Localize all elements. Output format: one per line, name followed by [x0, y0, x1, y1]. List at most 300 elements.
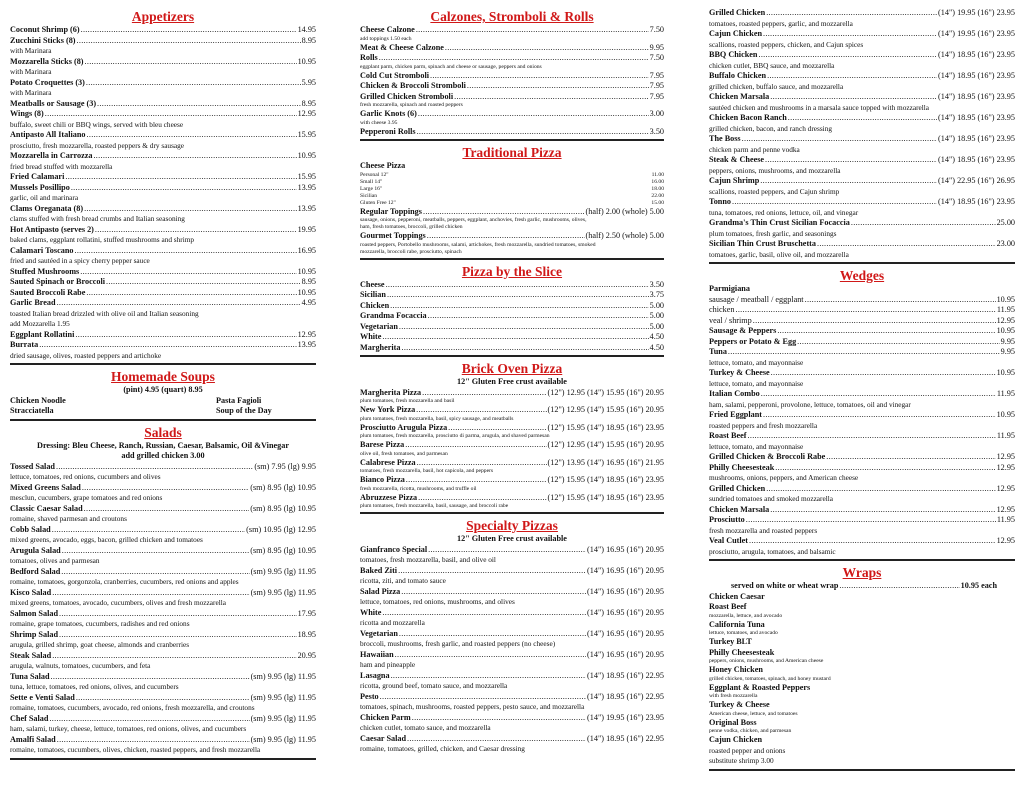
item-description: lettuce, tomato, and mayonnaise: [709, 378, 804, 388]
item-description: mixed greens, avocado, eggs, bacon, grilled chicken and tomatoes: [10, 535, 203, 544]
menu-item: [10, 130, 316, 141]
section-title: [360, 360, 664, 377]
dot-leader: [851, 218, 996, 229]
item-price: 13.95: [297, 203, 316, 213]
menu-item: [10, 267, 316, 278]
menu-item: [360, 81, 664, 92]
menu-item: [709, 113, 1015, 124]
menu-item: [10, 588, 316, 599]
dot-leader: [71, 183, 297, 194]
section-divider: [360, 355, 664, 357]
item-name: Turkey BLT: [709, 637, 752, 646]
item-name: Chef Salad: [10, 713, 49, 723]
item-price: 5.95: [301, 77, 316, 87]
menu-item: [360, 311, 664, 322]
section-note: Dressing: Bleu Cheese, Ranch, Russian, Caesar, Balsamic, Oil &Vinegar: [37, 440, 289, 450]
item-name: Zucchini Sticks (8): [10, 35, 76, 45]
item-price: 5.00: [649, 321, 664, 331]
item-name: Philly Cheesesteak: [709, 462, 775, 472]
section-title: [709, 564, 1015, 581]
dot-leader: [417, 458, 547, 469]
menu-item: [709, 484, 1015, 495]
menu-item: [709, 463, 1015, 474]
section-title-text: Homemade Soups: [111, 369, 215, 384]
menu-item: [10, 546, 316, 557]
menu-item: [360, 25, 664, 36]
dot-leader: [86, 78, 301, 89]
item-description: tuna, tomatoes, red onions, lettuce, oil, and vinegar: [709, 207, 859, 217]
dot-leader: [52, 525, 245, 536]
dot-leader: [382, 608, 586, 619]
item-name: Turkey & Cheese: [709, 368, 770, 377]
item-price: (12") 12.95 (14") 15.95 (16") 20.95: [547, 440, 664, 449]
item-name: Coconut Shrimp (6): [10, 25, 80, 34]
menu-item: [360, 43, 664, 54]
item-name: Grandma Focaccia: [360, 311, 427, 320]
item-name: Caesar Salad: [360, 733, 407, 743]
item-price: 10.95: [996, 326, 1015, 335]
section-title-text: Salads: [144, 424, 182, 440]
dot-leader: [746, 515, 996, 526]
item-price: (14") 19.95 (16") 23.95: [938, 8, 1015, 17]
item-price: 4.95: [301, 298, 316, 307]
dot-leader: [826, 452, 995, 463]
dot-leader: [767, 71, 937, 82]
dot-leader: [416, 25, 649, 36]
dot-leader: [86, 288, 296, 299]
item-price: (sm) 8.95 (lg) 10.95: [250, 482, 316, 492]
item-price: (14") 18.95 (16") 23.95: [938, 134, 1015, 143]
section-divider: [360, 139, 664, 141]
item-price: (half) 2.00 (whole) 5.00: [585, 206, 664, 216]
dot-leader: [401, 343, 648, 354]
item-description: dried sausage, olives, roasted peppers and artichoke: [10, 350, 162, 360]
dot-leader: [59, 630, 297, 641]
item-description: prosciutto, fresh mozzarella, roasted peppers & dry sausage: [10, 140, 185, 150]
item-description: plum tomatoes, fresh mozzarella and basil: [360, 398, 455, 404]
dot-leader: [106, 277, 301, 288]
menu-item: [709, 368, 1015, 379]
menu-item: [10, 172, 316, 183]
menu-item: [10, 109, 316, 120]
item-description: romaine, tomatoes, cucumbers, avocado, red onions, fresh mozzarella, and croutons: [10, 703, 255, 712]
item-description: romaine, tomatoes, grilled, chicken, and Caesar dressing: [360, 744, 525, 753]
item-name: Eggplant & Roasted Peppers: [709, 682, 811, 692]
dot-leader: [777, 326, 995, 337]
dot-leader: [805, 295, 996, 306]
item-name: Chicken Caesar: [709, 591, 765, 601]
item-name: Cajun Chicken: [709, 29, 763, 38]
item-price: 10.95: [297, 56, 316, 66]
item-price: 12.95: [996, 483, 1015, 493]
item-name: Stuffed Mushrooms: [10, 266, 80, 276]
dot-leader: [766, 484, 995, 495]
dot-leader: [407, 734, 586, 745]
menu-item: [360, 671, 664, 682]
item-description: chicken cutlet, BBQ sauce, and mozzarella: [709, 60, 835, 70]
menu-item: [10, 714, 316, 725]
dot-leader: [728, 347, 1000, 358]
item-name: Lasagna: [360, 670, 390, 680]
menu-item: [360, 280, 664, 291]
menu-item: [709, 176, 1015, 187]
item-name: Prosciutto Arugula Pizza: [360, 422, 448, 432]
item-name: Tuna: [709, 347, 727, 356]
dot-leader: [57, 298, 301, 309]
soup-name: Chicken Noodle: [10, 395, 66, 405]
item-name: Parmigiana: [709, 284, 750, 293]
item-description: with Marinara: [10, 46, 52, 55]
item-description: chicken parm and penne vodka: [709, 144, 800, 154]
size-label: Personal 12": [360, 171, 389, 178]
menu-item: [360, 388, 664, 399]
item-description: tomatoes, fresh mozzarella, basil, and olive oil: [360, 555, 496, 564]
item-name: Clams Oreganata (8): [10, 203, 84, 213]
section-title: [360, 8, 664, 25]
item-price: 8.95: [301, 35, 316, 45]
menu-item: [360, 405, 664, 416]
item-name: Tuna Salad: [10, 671, 50, 681]
item-description: arugula, walnuts, tomatoes, cucumbers, and feta: [10, 661, 151, 670]
item-price: 14.95: [297, 25, 316, 34]
item-name: Sicilian: [360, 290, 386, 299]
item-name: Mussels Posillipo: [10, 182, 70, 192]
item-description: with Marinara: [10, 88, 52, 97]
menu-item: [709, 581, 1015, 592]
item-name: Chicken Marsala: [709, 92, 770, 101]
item-description: ham, salami, pepperoni, provolone, lettuce, tomatoes, oil and vinegar: [709, 399, 911, 409]
menu-item: [360, 629, 664, 640]
dot-leader: [753, 316, 996, 327]
item-description: buffalo, sweet chili or BBQ wings, served with bleu cheese: [10, 119, 184, 129]
item-name: Hawaiian: [360, 649, 394, 659]
item-name: Cheese Calzone: [360, 25, 415, 34]
item-description: romaine, tomatoes, cucumbers, olives, chicken, roasted peppers, and fresh mozzarella: [10, 745, 261, 754]
item-description: plum tomatoes, fresh mozzarella, prosciutto di parma, arugula, and shaved parmesan: [360, 433, 550, 439]
menu-item: [360, 71, 664, 82]
item-name: Chicken Parm: [360, 712, 411, 722]
item-price: 4.50: [649, 332, 664, 341]
dot-leader: [390, 301, 649, 312]
item-description: roasted pepper and onions: [709, 745, 786, 755]
item-name: Honey Chicken: [709, 665, 763, 674]
item-name: Classic Caesar Salad: [10, 503, 83, 513]
menu-item: [709, 295, 1015, 306]
dot-leader: [423, 207, 585, 218]
section-note: (pint) 4.95 (quart) 8.95: [123, 385, 203, 394]
item-description: garlic, oil and marinara: [10, 193, 79, 202]
item-description: ham, salami, turkey, cheese, lettuce, tomatoes, red onions, olives, and cucumbers: [10, 724, 247, 733]
item-name: Sette e Venti Salad: [10, 692, 75, 702]
item-description: mozzarella, lettuce, and avocado: [709, 612, 783, 619]
menu-item: [709, 92, 1015, 103]
item-description: roasted peppers, Portobello mushrooms, salami, artichokes, fresh mozzarella, sundried tomatoes, smoked: [360, 241, 596, 248]
item-name: Margherita: [360, 342, 401, 352]
item-price: (14") 16.95 (16") 20.95: [587, 565, 664, 575]
item-price: 9.95: [1000, 347, 1015, 356]
item-price: (14") 18.95 (16") 23.95: [938, 92, 1015, 101]
item-price: 3.75: [649, 290, 664, 299]
item-price: 3.50: [649, 279, 664, 289]
item-description: ham and pineapple: [360, 660, 416, 669]
menu-item: [10, 151, 316, 162]
section-title-text: Brick Oven Pizza: [461, 361, 563, 376]
menu-item: [360, 207, 664, 218]
menu-item: [709, 347, 1015, 358]
item-price: 3.50: [649, 126, 664, 136]
item-price: 11.95: [996, 431, 1015, 440]
item-name: Grilled Chicken & Broccoli Rabe: [709, 452, 826, 461]
item-price: 10.95: [996, 410, 1015, 419]
item-description: plum tomatoes, fresh garlic, and seasonings: [709, 228, 837, 238]
size-price-row: [360, 179, 664, 186]
dot-leader: [430, 71, 649, 82]
menu-item: [10, 483, 316, 494]
item-description: romaine, shaved parmesan and croutons: [10, 514, 127, 523]
item-name: Pepperoni Rolls: [360, 126, 416, 136]
item-name: Sauted Spinach or Broccoli: [10, 277, 106, 286]
item-price: 10.95: [297, 266, 316, 276]
item-name: Bianco Pizza: [360, 475, 405, 484]
item-price: (14") 16.95 (16") 20.95: [587, 649, 664, 659]
menu-item: [10, 246, 316, 257]
item-price: 10.95 each: [960, 581, 997, 590]
item-price: 12.95: [996, 504, 1015, 514]
size-price-row: [360, 200, 664, 207]
dot-leader: [428, 311, 649, 322]
item-price: (sm) 9.95 (lg) 11.95: [250, 713, 316, 723]
item-description: eggplant parm, chicken parm, spinach and cheese or sausage, peppers and onions: [360, 63, 542, 70]
item-name: Cajun Chicken: [709, 735, 763, 744]
menu-item: [10, 277, 316, 288]
item-price: 4.50: [649, 342, 664, 352]
item-description: add toppings 1.50 each: [360, 35, 412, 42]
item-name: Grilled Chicken: [709, 483, 766, 493]
item-description: plum tomatoes, fresh mozzarella, basil, spicy sausage, and meatballs: [360, 415, 514, 422]
item-name: Chicken Bacon Ranch: [709, 113, 787, 122]
dot-leader: [771, 368, 996, 379]
dot-leader: [87, 130, 297, 141]
item-price: (14") 16.95 (16") 20.95: [587, 586, 664, 596]
item-name: Wings (8): [10, 109, 44, 118]
item-name: Cobb Salad: [10, 524, 51, 534]
menu-item: [10, 672, 316, 683]
item-name: Arugula Salad: [10, 545, 61, 555]
size-price: 15.00: [651, 199, 664, 206]
dot-leader: [467, 81, 649, 92]
item-name: Cajun Shrimp: [709, 176, 760, 185]
item-price: (sm) 9.95 (lg) 11.95: [250, 587, 316, 597]
item-description: tomatoes, spinach, mushrooms, roasted peppers, pesto sauce, and mozzarella: [360, 702, 585, 711]
item-price: 11.95: [996, 389, 1015, 398]
item-name: Cheese: [360, 279, 385, 289]
item-description: prosciutto, arugula, tomatoes, and balsamic: [709, 546, 836, 556]
item-name: veal / shrimp: [709, 315, 752, 325]
dot-leader: [763, 410, 996, 421]
size-price: 16.00: [651, 178, 664, 185]
menu-item: [360, 734, 664, 745]
dot-leader: [405, 440, 546, 451]
menu-item: [10, 225, 316, 236]
item-description: clams stuffed with fresh bread crumbs and Italian seasoning: [10, 214, 185, 223]
item-description: mozzarella, broccoli rabe, prosciutto, spinach: [360, 248, 462, 255]
item-price: 7.95: [649, 70, 664, 80]
item-description: ricotta, ground beef, tomato sauce, and mozzarella: [360, 681, 508, 690]
item-price: (14") 19.95 (16") 23.95: [938, 29, 1015, 38]
item-price: 12.95: [297, 329, 316, 339]
item-description: olive oil, fresh tomatoes, and parmesan: [360, 450, 448, 457]
menu-item: [709, 326, 1015, 337]
item-description: mixed greens, tomatoes, avocado, cucumbers, olives and fresh mozzarella: [10, 598, 226, 607]
item-name: Peppers or Potato & Egg: [709, 336, 797, 346]
item-price: (sm) 9.95 (lg) 11.95: [250, 734, 316, 744]
item-name: Grandma's Thin Crust Sicilian Focaccia: [709, 218, 850, 227]
menu-item: [10, 36, 316, 47]
item-name: Tossed Salad: [10, 461, 55, 471]
item-description: penne vodka, chicken, and parmesan: [709, 728, 792, 734]
item-name: Mozzarella in Carrozza: [10, 151, 93, 160]
item-price: (12") 15.95 (14") 18.95 (16") 23.95: [547, 475, 664, 484]
section-divider: [360, 512, 664, 514]
item-price: (sm) 10.95 (lg) 12.95: [246, 524, 316, 534]
item-price: (14") 16.95 (16") 20.95: [587, 544, 664, 554]
soup-name: Stracciatella: [10, 406, 54, 415]
menu-item: [360, 475, 664, 486]
item-price: (14") 18.95 (16") 22.95: [587, 733, 664, 743]
soup-row: [10, 396, 316, 407]
item-description: ricotta, ziti, and tomato sauce: [360, 576, 446, 585]
section-title-text: Traditional Pizza: [462, 145, 562, 160]
item-name: Gourmet Toppings: [360, 231, 426, 240]
dot-leader: [817, 239, 996, 250]
item-name: Sauted Broccoli Rabe: [10, 287, 86, 297]
dot-leader: [97, 99, 301, 110]
item-description: American cheese, lettuce, and tomatoes: [709, 710, 798, 717]
menu-item: [709, 389, 1015, 400]
item-price: 17.95: [297, 608, 316, 618]
menu-item: [360, 322, 664, 333]
menu-item: [360, 458, 664, 469]
item-description: lettuce, tomatoes, and avocado: [709, 630, 778, 636]
item-name: Salmon Salad: [10, 608, 59, 618]
item-name: Sausage & Peppers: [709, 326, 777, 335]
item-price: (12") 13.95 (14") 16.95 (16") 21.95: [547, 457, 664, 467]
dot-leader: [74, 246, 296, 257]
item-description: add Mozzarella 1.95: [10, 319, 70, 328]
item-description: chicken cutlet, tomato sauce, and mozzarella: [360, 723, 491, 732]
item-price: 5.00: [649, 300, 664, 310]
item-name: Cheese Pizza: [360, 161, 406, 170]
item-description: mushrooms, onions, peppers, and American cheese: [709, 473, 859, 482]
item-price: 20.95: [297, 650, 316, 660]
item-description: ricotta and mozzarella: [360, 618, 425, 627]
item-name: Margherita Pizza: [360, 387, 422, 397]
item-name: Steak Salad: [10, 650, 52, 660]
menu-item: [709, 239, 1015, 250]
item-name: Mixed Greens Salad: [10, 482, 81, 492]
menu-item: [360, 545, 664, 556]
menu-item: [709, 515, 1015, 526]
item-name: Gianfranco Special: [360, 544, 428, 554]
item-description: tomatoes, olives and parmesan: [10, 556, 100, 565]
menu-item: [10, 288, 316, 299]
menu-item: [709, 134, 1015, 145]
dot-leader: [416, 405, 546, 416]
item-name: Buffalo Chicken: [709, 71, 767, 80]
dot-leader: [56, 462, 253, 473]
dot-leader: [445, 43, 649, 54]
item-description: tomatoes, fresh mozzarella, basil, hot capicola, and peppers: [360, 468, 494, 474]
item-price: 15.95: [297, 172, 316, 181]
section-divider: [709, 559, 1015, 561]
item-name: Chicken: [360, 300, 390, 310]
dot-leader: [85, 57, 297, 68]
section-note: add grilled chicken 3.00: [121, 451, 205, 460]
dot-leader: [52, 651, 296, 662]
dot-leader: [62, 546, 250, 557]
dot-leader: [454, 92, 649, 103]
item-name: Kisco Salad: [10, 587, 52, 597]
menu-item: [360, 290, 664, 301]
dot-leader: [428, 545, 586, 556]
dot-leader: [748, 431, 996, 442]
item-name: Chicken Marsala: [709, 504, 770, 514]
menu-column-middle: [360, 8, 664, 755]
section-note: 12" Gluten Free crust available: [457, 377, 567, 386]
menu-item: [10, 525, 316, 536]
item-price: 12.95: [996, 315, 1015, 325]
item-description: roasted peppers and fresh mozzarella: [709, 420, 818, 430]
item-description: sausage, onions, pepperoni, meatballs, peppers, eggplant, anchovies, fresh garlic, mushrooms, olives,: [360, 217, 587, 223]
item-price: (14") 18.95 (16") 23.95: [938, 197, 1015, 206]
item-description: fried bread stuffed with mozzarella: [10, 161, 113, 171]
item-description: toasted Italian bread drizzled with olive oil and Italian seasoning: [10, 308, 199, 318]
section-title: [360, 263, 664, 280]
menu-item: [360, 493, 664, 504]
item-name: Grilled Chicken Stromboli: [360, 91, 454, 101]
item-description: with fresh mozzarella: [709, 693, 758, 699]
section-title-text: Wedges: [839, 268, 885, 283]
menu-item: [360, 343, 664, 354]
item-name: Vegetarian: [360, 321, 398, 331]
section-title-text: Pizza by the Slice: [461, 263, 563, 279]
dot-leader: [775, 463, 995, 474]
item-name: served on white or wheat wrap: [731, 581, 839, 590]
dot-leader: [758, 50, 937, 61]
menu-item: [10, 630, 316, 641]
item-description: lettuce, tomato, and mayonnaise: [709, 357, 804, 367]
item-description: grilled chicken, buffalo sauce, and mozzarella: [709, 81, 844, 91]
dot-leader: [45, 109, 297, 120]
section-divider: [360, 258, 664, 260]
dot-leader: [77, 36, 301, 47]
menu-item: [360, 608, 664, 619]
menu-item: [10, 57, 316, 68]
item-price: (14") 18.95 (16") 23.95: [938, 50, 1015, 59]
item-price: (sm) 7.95 (lg) 9.95: [254, 461, 316, 471]
item-name: Antipasto All Italiano: [10, 130, 86, 139]
menu-item: [709, 50, 1015, 61]
item-price: 12.95: [996, 462, 1015, 472]
dot-leader: [418, 109, 649, 120]
item-price: (sm) 9.95 (lg) 11.95: [250, 692, 316, 702]
soup-name: Soup of the Day: [216, 406, 272, 415]
menu-item: [360, 231, 664, 242]
size-price-row: [360, 193, 664, 200]
item-name: BBQ Chicken: [709, 50, 758, 59]
menu-item: [709, 505, 1015, 516]
item-description: sundried tomatoes and smoked mozzarella: [709, 494, 834, 503]
